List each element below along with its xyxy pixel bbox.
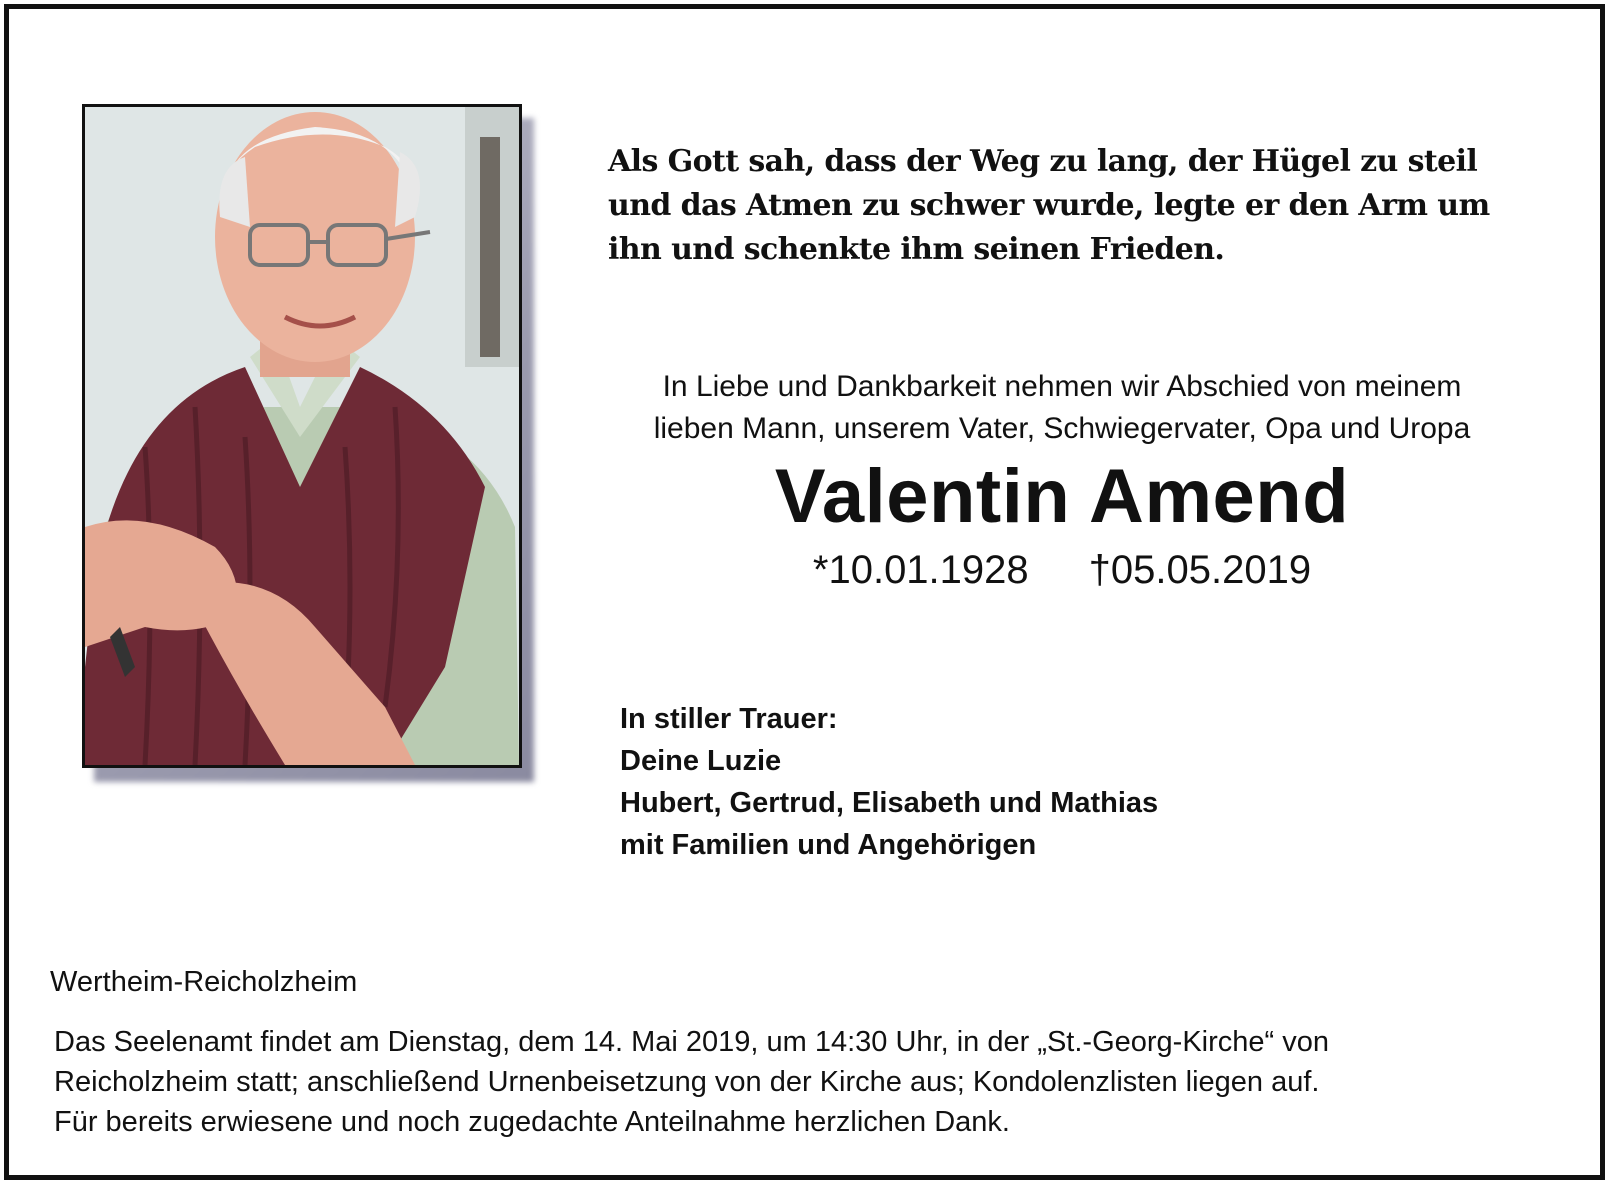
farewell-intro	[592, 366, 1532, 450]
life-dates	[592, 544, 1532, 596]
intro-line: In Liebe und Dankbarkeit nehmen wir Abschied von meinem	[662, 370, 1462, 403]
verse-line: und das Atmen zu schwer wurde, legte er den Arm um	[608, 188, 1490, 223]
service-line: Für bereits erwiesene und noch zugedachte Anteilnahme herzlichen Dank.	[54, 1106, 1010, 1138]
verse-line: ihn und schenkte ihm seinen Frieden.	[608, 232, 1225, 267]
service-line: Das Seelenamt findet am Dienstag, dem 14. Mai 2019, um 14:30 Uhr, in der „St.-Georg-Kirche“ von	[54, 1026, 1330, 1058]
mourners-line: Hubert, Gertrud, Elisabeth und Mathias	[620, 787, 1159, 819]
portrait-photo	[82, 104, 522, 768]
intro-line: lieben Mann, unserem Vater, Schwiegervater, Opa und Uropa	[653, 412, 1471, 445]
verse-line: Als Gott sah, dass der Weg zu lang, der Hügel zu steil	[608, 144, 1478, 179]
mourners-line: mit Familien und Angehörigen	[620, 829, 1037, 861]
verse	[608, 140, 1490, 272]
mourners	[620, 698, 1158, 866]
mourners-line: In stiller Trauer:	[620, 703, 838, 735]
birth-date: *10.01.1928	[812, 548, 1029, 592]
mourners-line: Deine Luzie	[620, 745, 782, 777]
service-line: Reicholzheim statt; anschließend Urnenbeisetzung von der Kirche aus; Kondolenzlisten liegen auf.	[54, 1066, 1320, 1098]
place: Wertheim-Reicholzheim	[50, 966, 358, 998]
deceased-name: Valentin Amend	[774, 454, 1350, 539]
service-info	[54, 1022, 1574, 1142]
portrait-photo-icon	[85, 107, 519, 765]
portrait-photo-container	[82, 104, 522, 768]
death-date: †05.05.2019	[1088, 548, 1312, 592]
